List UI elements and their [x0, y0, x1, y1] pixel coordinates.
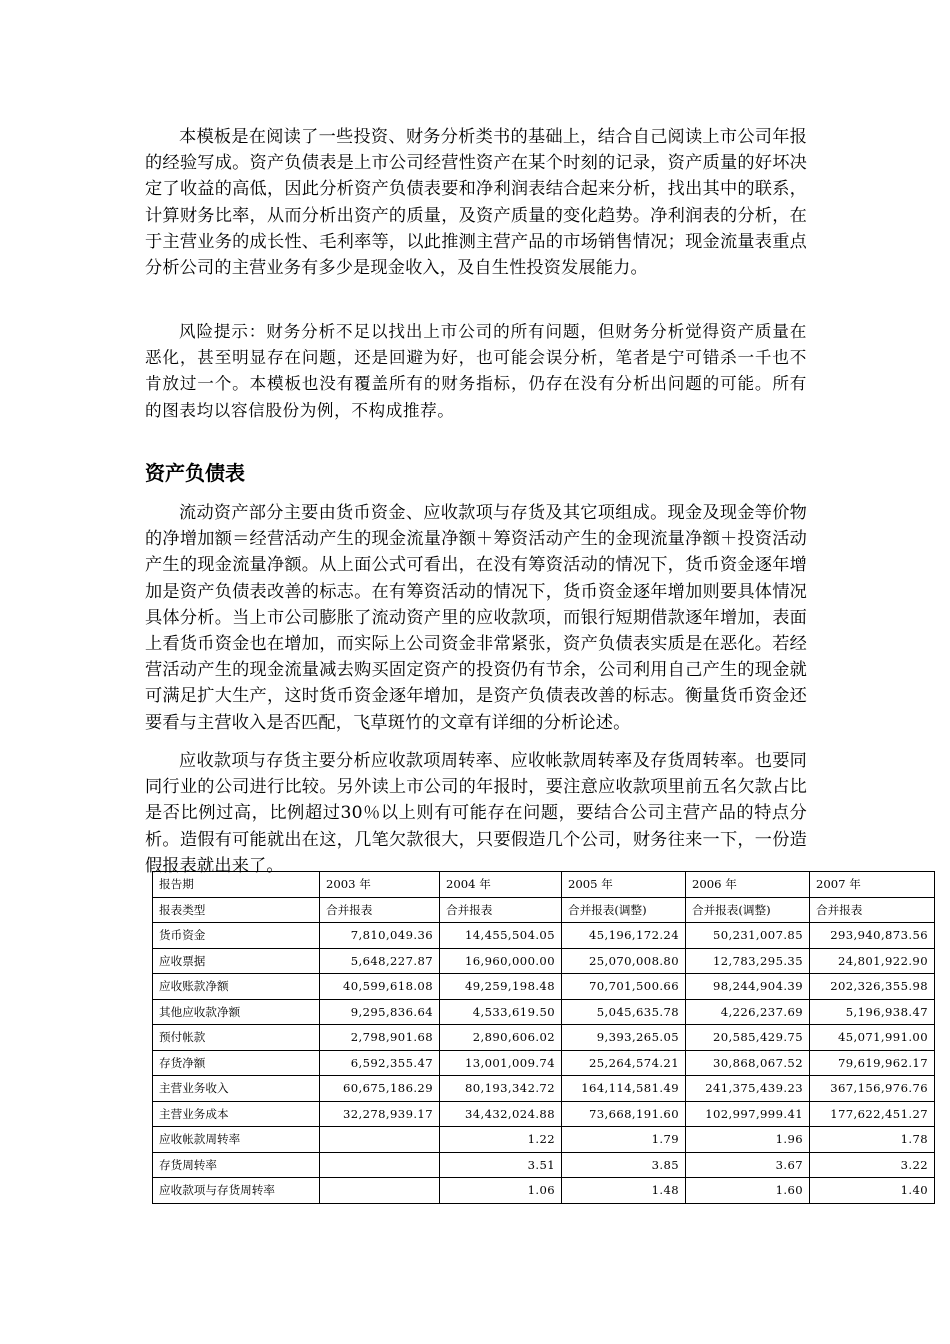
table-cell: 32,278,939.17: [320, 1101, 440, 1127]
table-cell: 177,622,451.27: [810, 1101, 935, 1127]
section-heading-balance-sheet: 资产负债表: [145, 461, 245, 485]
table-cell: 3.67: [686, 1152, 810, 1178]
table-cell: 3.51: [440, 1152, 562, 1178]
table-cell: 80,193,342.72: [440, 1076, 562, 1102]
table-cell: 20,585,429.75: [686, 1025, 810, 1051]
table-cell: 49,259,198.48: [440, 974, 562, 1000]
table-cell: 5,045,635.78: [562, 999, 686, 1025]
table-row: [153, 1127, 935, 1153]
table-cell: 7,810,049.36: [320, 923, 440, 949]
table-cell: 1.78: [810, 1127, 935, 1153]
table-cell: 164,114,581.49: [562, 1076, 686, 1102]
table-cell: 102,997,999.41: [686, 1101, 810, 1127]
table-cell: 30,868,067.52: [686, 1050, 810, 1076]
table-cell: 79,619,962.17: [810, 1050, 935, 1076]
table-row-label: 其他应收款净额: [153, 999, 320, 1025]
table-cell: 9,295,836.64: [320, 999, 440, 1025]
table-cell: 2003 年: [320, 872, 440, 898]
receivables-paragraph: 应收款项与存货主要分析应收款项周转率、应收帐款周转率及存货周转率。也要同同行业的公司进行比较。另外读上市公司的年报时，要注意应收款项里前五名欠款占比是否比例过高，比例超过30％以上则有可能存在问题，要结合公司主营产品的特点分析。造假有可能就出在这，几笔欠款很大，只要假造几个公司，财务往来一下，一份造假报表就出来了。: [145, 751, 807, 876]
table-cell: 2,890,606.02: [440, 1025, 562, 1051]
table-row: [153, 1076, 935, 1102]
table-cell: 50,231,007.85: [686, 923, 810, 949]
table-cell: 2006 年: [686, 872, 810, 898]
table-cell: 9,393,265.05: [562, 1025, 686, 1051]
table-cell: 13,001,009.74: [440, 1050, 562, 1076]
table-cell: 2,798,901.68: [320, 1025, 440, 1051]
table-row: [153, 999, 935, 1025]
table-row-label: 主营业务成本: [153, 1101, 320, 1127]
risk-warning-paragraph: 风险提示：财务分析不足以找出上市公司的所有问题，但财务分析觉得资产质量在恶化，甚至明显存在问题，还是回避为好，也可能会误分析，笔者是宁可错杀一千也不肯放过一个。本模板也没有覆盖所有的财务指标，仍存在没有分析出问题的可能。所有的图表均以容信股份为例，不构成推荐。: [145, 322, 807, 420]
table-cell: 5,196,938.47: [810, 999, 935, 1025]
table-cell: [320, 1178, 440, 1204]
table-cell: 1.79: [562, 1127, 686, 1153]
table-cell: 16,960,000.00: [440, 948, 562, 974]
table-cell: 24,801,922.90: [810, 948, 935, 974]
financial-table-body: [153, 872, 935, 1204]
table-cell: 合并报表(调整): [686, 897, 810, 923]
table-row-label: 应收帐款周转率: [153, 1127, 320, 1153]
table-header-row: [153, 872, 935, 898]
table-cell: 1.22: [440, 1127, 562, 1153]
table-row-label: 主营业务收入: [153, 1076, 320, 1102]
table-cell: 34,432,024.88: [440, 1101, 562, 1127]
table-cell: 4,533,619.50: [440, 999, 562, 1025]
table-cell: 45,196,172.24: [562, 923, 686, 949]
table-row: [153, 1178, 935, 1204]
table-cell: 241,375,439.23: [686, 1076, 810, 1102]
table-cell: [320, 1152, 440, 1178]
table-cell: 1.96: [686, 1127, 810, 1153]
table-row-label: 报告期: [153, 872, 320, 898]
table-row: [153, 948, 935, 974]
table-row: [153, 1025, 935, 1051]
table-cell: 45,071,991.00: [810, 1025, 935, 1051]
table-row-label: 应收账款净额: [153, 974, 320, 1000]
table-cell: 3.22: [810, 1152, 935, 1178]
table-cell: 合并报表(调整): [562, 897, 686, 923]
table-cell: 202,326,355.98: [810, 974, 935, 1000]
balance-sheet-paragraph: 流动资产部分主要由货币资金、应收款项与存货及其它项组成。现金及现金等价物的净增加额＝经营活动产生的现金流量净额＋筹资活动产生的金现流量净额＋投资活动产生的现金流量净额。从上面公式可看出，在没有筹资活动的情况下，货币资金逐年增加是资产负债表改善的标志。在有筹资活动的情况下，货币资金逐年增加则要具体情况具体分析。当上市公司膨胀了流动资产里的应收款项，而银行短期借款逐年增加，表面上看货币资金也在增加，而实际上公司资金非常紧张，资产负债表实质是在恶化。若经营活动产生的现金流量减去购买固定资产的投资仍有节余，公司利用自己产生的现金就可满足扩大生产，这时货币资金逐年增加，是资产负债表改善的标志。衡量货币资金还要看与主营收入是否匹配，飞草斑竹的文章有详细的分析论述。: [145, 503, 807, 733]
table-cell: 合并报表: [440, 897, 562, 923]
table-cell: 合并报表: [320, 897, 440, 923]
table-row-label: 应收款项与存货周转率: [153, 1178, 320, 1204]
intro-paragraph: 本模板是在阅读了一些投资、财务分析类书的基础上，结合自己阅读上市公司年报的经验写成。资产负债表是上市公司经营性资产在某个时刻的记录，资产质量的好坏决定了收益的高低，因此分析资产负债表要和净利润表结合起来分析，找出其中的联系，计算财务比率，从而分析出资产的质量，及资产质量的变化趋势。净利润表的分析，在于主营业务的成长性、毛利率等，以此推测主营产品的市场销售情况；现金流量表重点分析公司的主营业务有多少是现金收入，及自生性投资发展能力。: [145, 127, 807, 279]
table-cell: 25,264,574.21: [562, 1050, 686, 1076]
table-row-label: 应收票据: [153, 948, 320, 974]
table-cell: 2004 年: [440, 872, 562, 898]
table-cell: 合并报表: [810, 897, 935, 923]
table-cell: 98,244,904.39: [686, 974, 810, 1000]
table-row: [153, 923, 935, 949]
table-row: [153, 974, 935, 1000]
table-row: [153, 1050, 935, 1076]
table-cell: 12,783,295.35: [686, 948, 810, 974]
table-row: [153, 1152, 935, 1178]
table-cell: 1.06: [440, 1178, 562, 1204]
table-row-label: 预付帐款: [153, 1025, 320, 1051]
financial-data-table: [152, 871, 935, 1204]
table-cell: 25,070,008.80: [562, 948, 686, 974]
table-cell: 40,599,618.08: [320, 974, 440, 1000]
table-cell: 293,940,873.56: [810, 923, 935, 949]
table-cell: 1.60: [686, 1178, 810, 1204]
table-row-label: 货币资金: [153, 923, 320, 949]
table-cell: [320, 1127, 440, 1153]
table-cell: 3.85: [562, 1152, 686, 1178]
table-cell: 60,675,186.29: [320, 1076, 440, 1102]
table-cell: 2007 年: [810, 872, 935, 898]
table-cell: 73,668,191.60: [562, 1101, 686, 1127]
table-cell: 4,226,237.69: [686, 999, 810, 1025]
table-cell: 14,455,504.05: [440, 923, 562, 949]
table-row-label: 存货净额: [153, 1050, 320, 1076]
table-row: [153, 897, 935, 923]
table-cell: 5,648,227.87: [320, 948, 440, 974]
table-cell: 1.40: [810, 1178, 935, 1204]
table-row-label: 报表类型: [153, 897, 320, 923]
table-cell: 1.48: [562, 1178, 686, 1204]
table-row-label: 存货周转率: [153, 1152, 320, 1178]
table-cell: 367,156,976.76: [810, 1076, 935, 1102]
table-cell: 2005 年: [562, 872, 686, 898]
table-cell: 70,701,500.66: [562, 974, 686, 1000]
table-row: [153, 1101, 935, 1127]
table-cell: 6,592,355.47: [320, 1050, 440, 1076]
